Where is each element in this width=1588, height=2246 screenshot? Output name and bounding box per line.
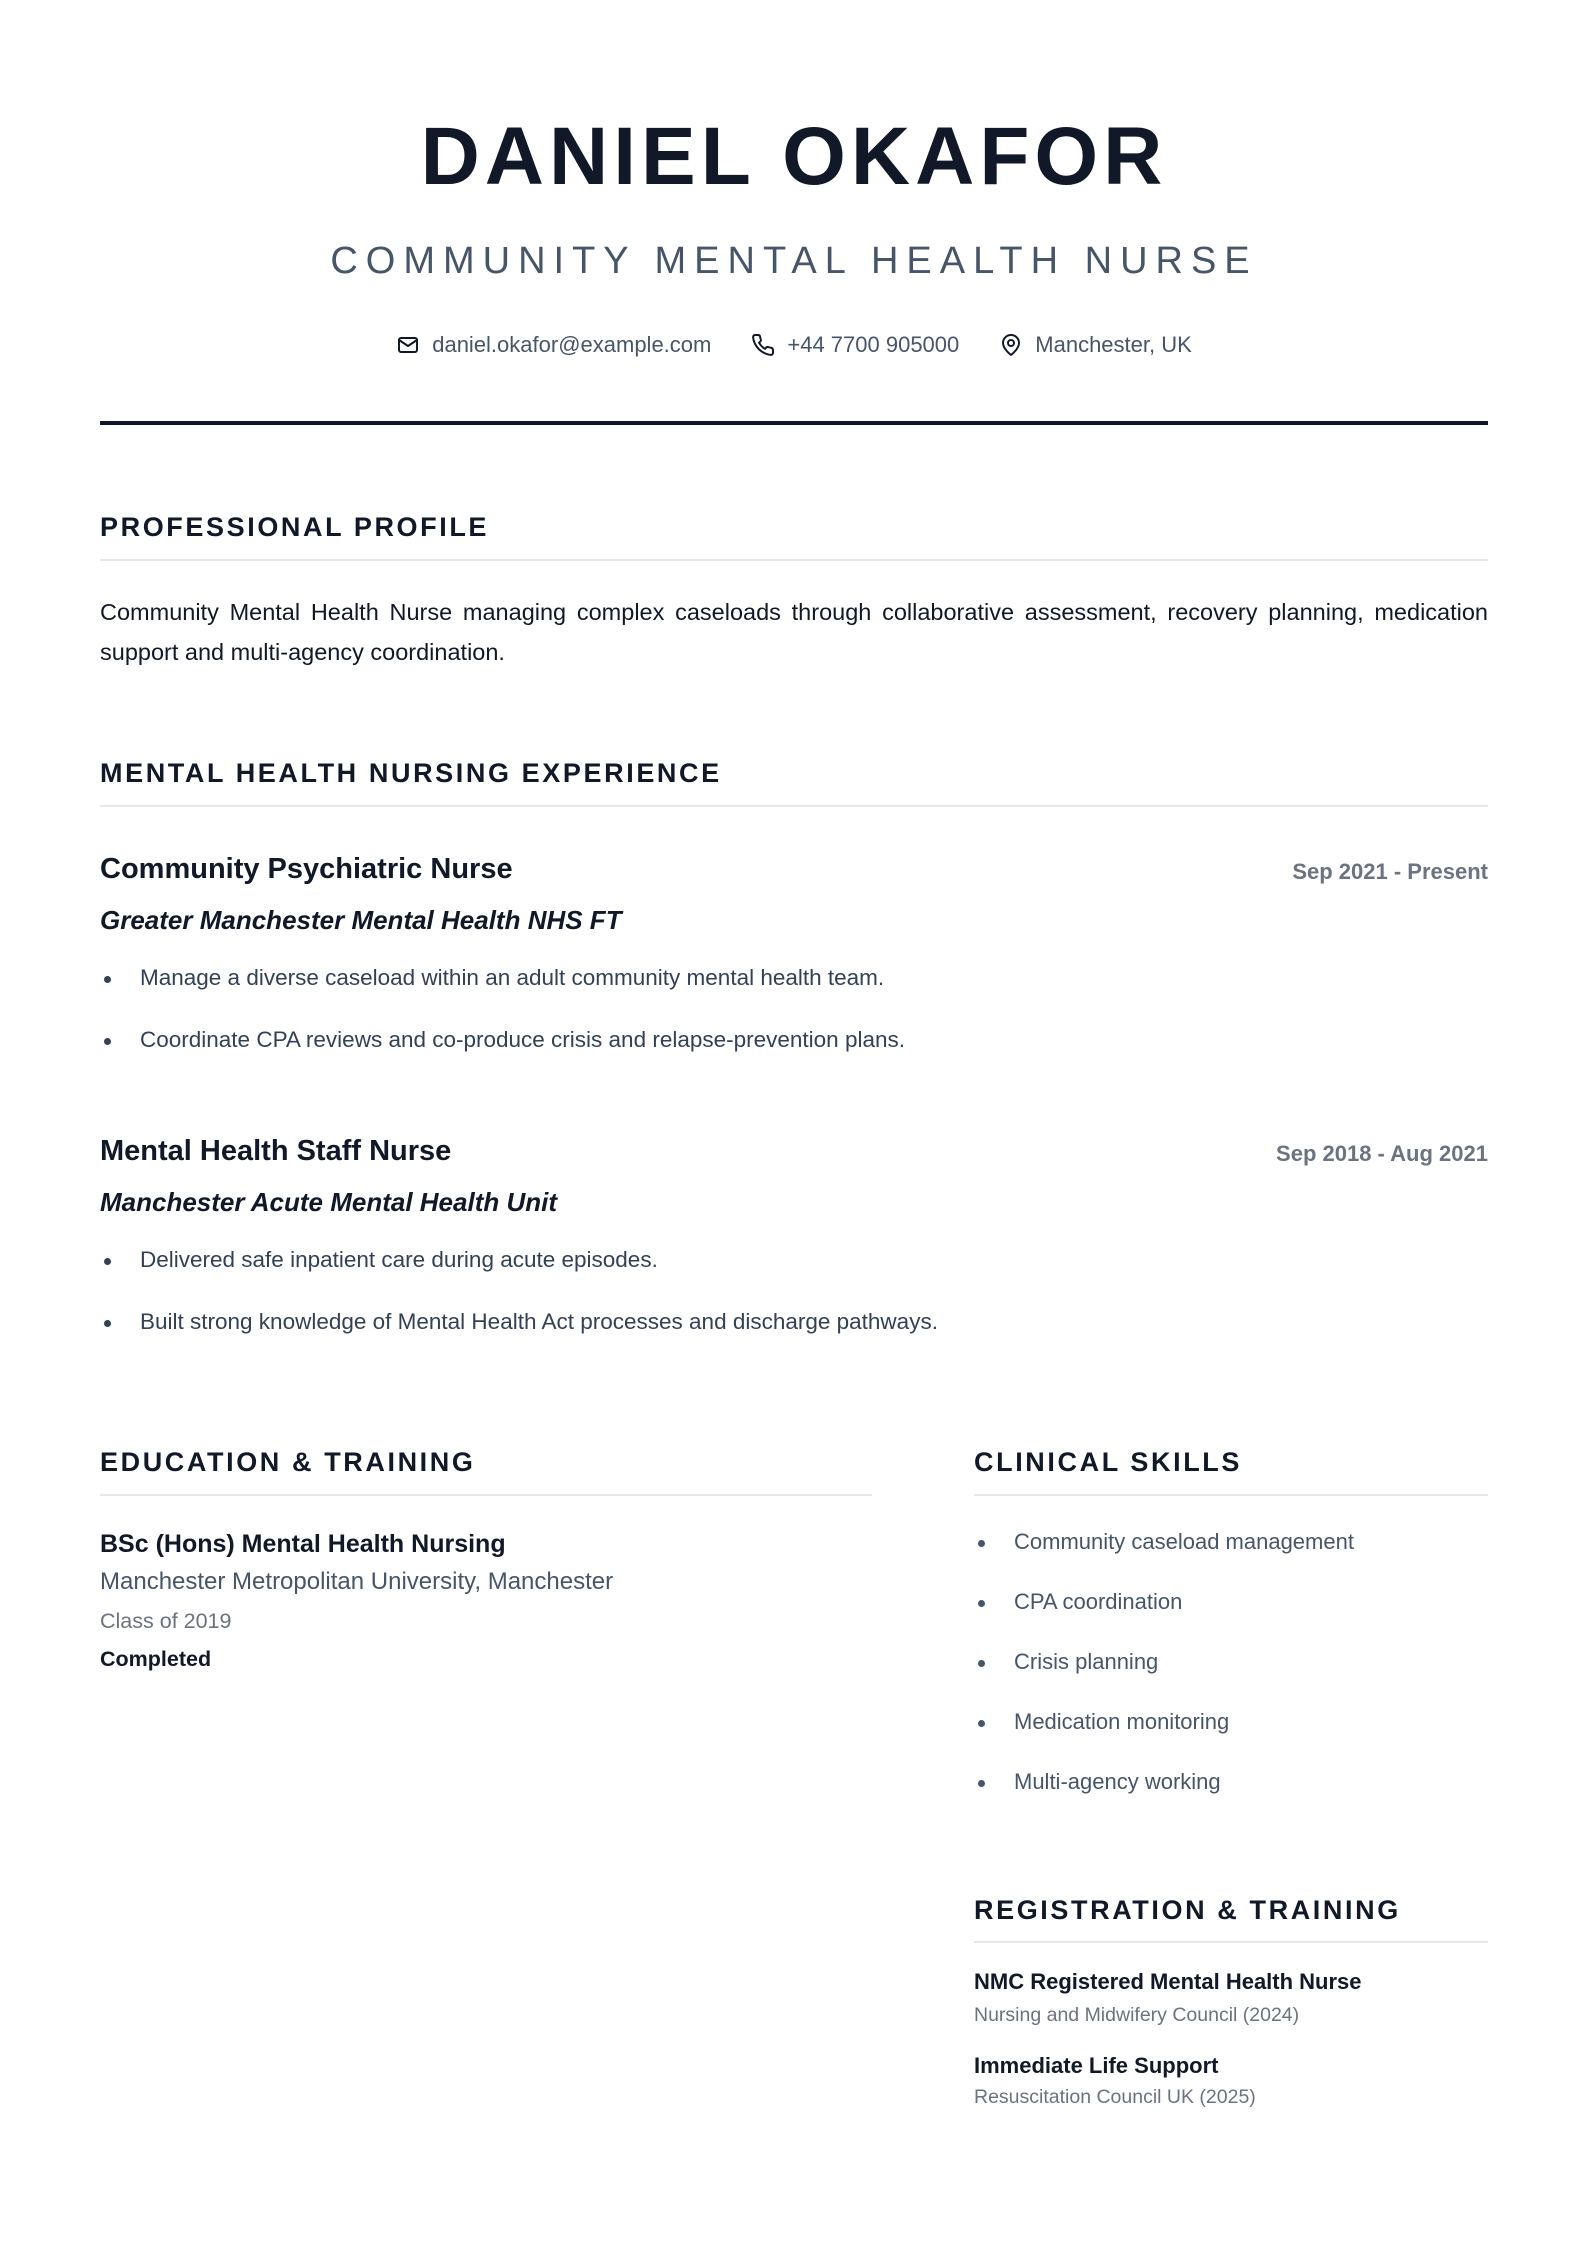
contact-row xyxy=(100,330,1488,360)
job-dates: Sep 2018 - Aug 2021 xyxy=(1276,1141,1488,1166)
contact-location xyxy=(999,332,1192,358)
section-heading-experience: MENTAL HEALTH NURSING EXPERIENCE xyxy=(100,758,722,788)
job-organization: Greater Manchester Mental Health NHS FT xyxy=(100,905,622,935)
contact-phone[interactable] xyxy=(751,332,959,358)
header-divider xyxy=(100,421,1488,425)
job-bullet: Built strong knowledge of Mental Health Act processes and discharge pathways. xyxy=(100,1306,1488,1338)
contact-email-text: daniel.okafor@example.com xyxy=(432,332,712,357)
resume-page xyxy=(100,0,1488,2246)
contact-location-text: Manchester, UK xyxy=(1035,332,1192,357)
job-bullet: Coordinate CPA reviews and co-produce crisis and relapse-prevention plans. xyxy=(100,1024,1488,1056)
skill-item: Community caseload management xyxy=(974,1527,1488,1557)
skill-item: Medication monitoring xyxy=(974,1707,1488,1737)
registration-issuer: Nursing and Midwifery Council (2024) xyxy=(974,2004,1300,2026)
section-divider xyxy=(974,1941,1488,1943)
contact-phone-text: +44 7700 905000 xyxy=(787,332,960,357)
candidate-name: DANIEL OKAFOR xyxy=(420,111,1168,202)
candidate-title: COMMUNITY MENTAL HEALTH NURSE xyxy=(330,240,1258,282)
job-title: Community Psychiatric Nurse xyxy=(100,853,513,885)
section-divider xyxy=(100,1494,872,1496)
section-heading-registration: REGISTRATION & TRAINING xyxy=(974,1895,1401,1925)
contact-email[interactable] xyxy=(396,332,711,358)
job-title: Mental Health Staff Nurse xyxy=(100,1135,452,1167)
job-bullet: Manage a diverse caseload within an adult community mental health team. xyxy=(100,962,1488,994)
registration-issuer: Resuscitation Council UK (2025) xyxy=(974,2086,1256,2108)
job-dates: Sep 2021 - Present xyxy=(1292,859,1488,884)
section-divider xyxy=(100,805,1488,807)
section-divider xyxy=(100,559,1488,561)
skill-item: CPA coordination xyxy=(974,1587,1488,1617)
section-heading-skills: CLINICAL SKILLS xyxy=(974,1447,1242,1477)
phone-icon xyxy=(751,333,775,357)
skill-item: Crisis planning xyxy=(974,1647,1488,1677)
section-heading-education: EDUCATION & TRAINING xyxy=(100,1447,476,1477)
location-pin-icon xyxy=(999,333,1023,357)
registration-name: Immediate Life Support xyxy=(974,2053,1219,2078)
registration-name: NMC Registered Mental Health Nurse xyxy=(974,1969,1362,1994)
job-organization: Manchester Acute Mental Health Unit xyxy=(100,1187,558,1217)
education-class-year: Class of 2019 xyxy=(100,1609,232,1633)
profile-summary: Community Mental Health Nurse managing complex caseloads through collaborative assessment, recovery planning, medication support and multi-agency coordination. xyxy=(100,599,1488,665)
section-heading-profile: PROFESSIONAL PROFILE xyxy=(100,512,490,542)
section-divider xyxy=(974,1494,1488,1496)
job-bullet: Delivered safe inpatient care during acute episodes. xyxy=(100,1244,1488,1276)
education-degree: BSc (Hons) Mental Health Nursing xyxy=(100,1530,506,1558)
mail-icon xyxy=(396,333,420,357)
skill-item: Multi-agency working xyxy=(974,1767,1488,1797)
education-status: Completed xyxy=(100,1647,212,1671)
education-school: Manchester Metropolitan University, Manchester xyxy=(100,1568,614,1595)
